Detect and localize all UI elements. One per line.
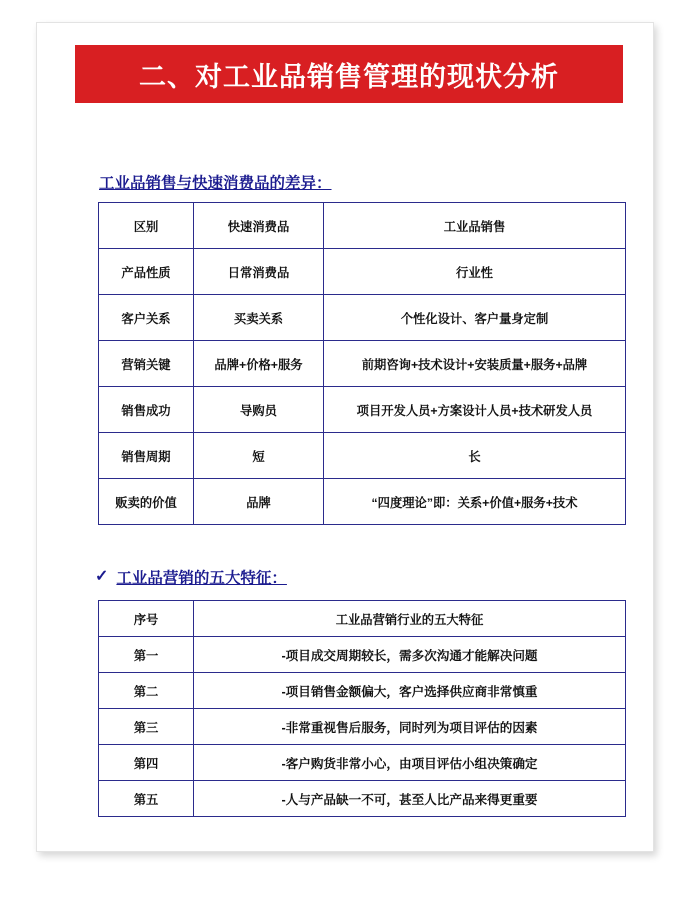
table-cell: 导购员 [194,387,324,433]
table-cell: 客户关系 [99,295,194,341]
table-header-cell: 工业品销售 [324,203,626,249]
table-row [99,433,626,479]
table-row [99,341,626,387]
table-cell: -人与产品缺一不可，甚至人比产品来得更重要 [194,781,626,817]
section-banner [75,45,623,103]
check-icon: ✓ [95,568,109,585]
table-row [99,479,626,525]
table-header-row [99,601,626,637]
section2-heading-wrap [95,566,287,588]
table-cell: 贩卖的价值 [99,479,194,525]
table-cell: “四度理论”即：关系+价值+服务+技术 [324,479,626,525]
table-cell: 个性化设计、客户量身定制 [324,295,626,341]
section1-heading: 工业品销售与快速消费品的差异： [99,175,332,192]
table-cell: 行业性 [324,249,626,295]
table-cell: 第三 [99,709,194,745]
table-row [99,637,626,673]
banner-title: 二、对工业品销售管理的现状分析 [139,61,559,92]
table-header-cell: 区别 [99,203,194,249]
table-cell: -项目销售金额偏大，客户选择供应商非常慎重 [194,673,626,709]
table-header-cell: 工业品营销行业的五大特征 [194,601,626,637]
table-cell: 销售成功 [99,387,194,433]
table-cell: 第一 [99,637,194,673]
table-cell: 营销关键 [99,341,194,387]
table-row [99,745,626,781]
section2-heading: 工业品营销的五大特征： [116,570,287,587]
features-table [98,600,626,817]
document-page [36,22,654,852]
table-cell: 长 [324,433,626,479]
table-cell: 第四 [99,745,194,781]
table-cell: 项目开发人员+方案设计人员+技术研发人员 [324,387,626,433]
table-cell: -客户购货非常小心，由项目评估小组决策确定 [194,745,626,781]
table-header-row [99,203,626,249]
section1-heading-wrap [99,171,332,193]
table-row [99,295,626,341]
table-cell: 品牌+价格+服务 [194,341,324,387]
table-header-cell: 快速消费品 [194,203,324,249]
table-cell: 买卖关系 [194,295,324,341]
table-cell: -非常重视售后服务，同时列为项目评估的因素 [194,709,626,745]
table-row [99,387,626,433]
table-cell: 前期咨询+技术设计+安装质量+服务+品牌 [324,341,626,387]
table-row [99,781,626,817]
table-row [99,709,626,745]
table-row [99,673,626,709]
table-cell: 第五 [99,781,194,817]
table-cell: -项目成交周期较长，需多次沟通才能解决问题 [194,637,626,673]
table-cell: 第二 [99,673,194,709]
table-row [99,249,626,295]
comparison-table [98,202,626,525]
table-cell: 销售周期 [99,433,194,479]
table-cell: 产品性质 [99,249,194,295]
table-cell: 品牌 [194,479,324,525]
table-cell: 日常消费品 [194,249,324,295]
table-cell: 短 [194,433,324,479]
table-header-cell: 序号 [99,601,194,637]
